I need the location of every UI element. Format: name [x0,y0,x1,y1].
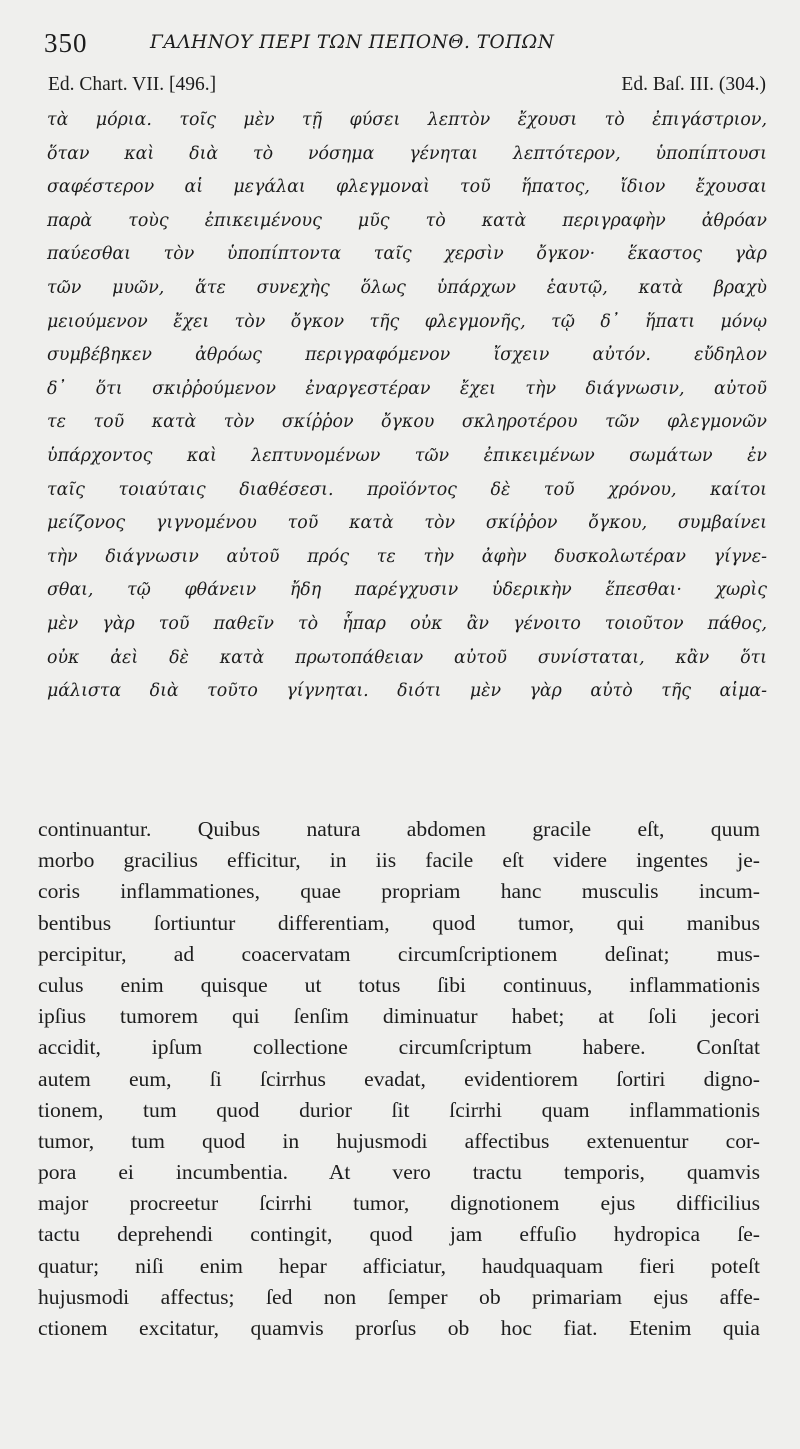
latin-text-block [38,814,760,1344]
latin-line-17: ctionem excitatur, quamvis prorſus ob hoc fiat. Etenim quia [38,1316,760,1340]
greek-line-16: μὲν γὰρ τοῦ παθεῖν τὸ ἧπαρ οὐκ ἂν γένοιτο τοιοῦτον πάθος, [47,613,767,634]
greek-line-10: τε τοῦ κατὰ τὸν σκίῤῥον ὄγκου σκληροτέρου τῶν φλεγμονῶν [47,412,767,433]
latin-line-8: accidit, ipſum collectione circumſcriptum habere. Conſtat [38,1035,760,1060]
greek-line-9: δ᾽ ὅτι σκιῤῥούμενον ἐναργεστέραν ἔχει τὴν διάγνωσιν, αὐτοῦ [47,378,767,399]
greek-line-13: μείζονος γιγνομένου τοῦ κατὰ τὸν σκίῤῥον ὄγκου, συμβαίνει [47,513,767,534]
latin-line-16: hujusmodi affectus; ſed non ſemper ob primariam ejus affe- [38,1284,760,1309]
latin-line-15: quatur; niſi enim hepar afficiatur, haudquaquam fieri poteſt [38,1253,760,1278]
greek-line-12: ταῖς τοιαύταις διαθέσεσι. προϊόντος δὲ τοῦ χρόνου, καίτοι [47,479,767,500]
latin-line-3: coris inflammationes, quae propriam hanc musculis incum- [38,879,760,904]
latin-line-5: percipitur, ad coacervatam circumſcriptionem deſinat; mus- [38,941,760,966]
latin-line-12: pora ei incumbentia. At vero tractu temporis, quamvis [38,1160,760,1185]
edition-reference-basel: Ed. Baſ. III. (304.) [621,74,766,95]
latin-line-13: major procreetur ſcirrhi tumor, dignotionem ejus difficilius [38,1191,760,1216]
latin-line-11: tumor, tum quod in hujusmodi affectibus extenuentur cor- [38,1128,760,1153]
greek-line-6: τῶν μυῶν, ἅτε συνεχὴς ὅλως ὑπάρχων ἑαυτῷ, κατὰ βραχὺ [47,277,767,298]
greek-line-8: συμβέβηκεν ἀθρόως περιγραφόμενον ἴσχειν αὐτόν. εὔδηλον [47,345,767,366]
latin-line-7: ipſius tumorem qui ſenſim diminuatur habet; at ſoli jecori [38,1004,760,1029]
running-title: ΓΑΛΗΝΟΥ ΠΕΡΙ ΤΩΝ ΠΕΠΟΝΘ. ΤΟΠΩΝ [150,32,555,53]
latin-line-6: culus enim quisque ut totus ſibi continuus, inflammationis [38,972,760,997]
greek-text-block [47,104,767,709]
latin-line-2: morbo gracilius efficitur, in iis facile eſt videre ingentes je- [38,848,760,873]
latin-line-14: tactu deprehendi contingit, quod jam effuſio hydropica ſe- [38,1222,760,1247]
greek-line-14: τὴν διάγνωσιν αὐτοῦ πρός τε τὴν ἀφὴν δυσκολωτέραν γίγνε- [47,546,767,567]
greek-line-5: παύεσθαι τὸν ὑποπίπτοντα ταῖς χερσὶν ὄγκον· ἕκαστος γὰρ [47,244,767,265]
greek-line-7: μειούμενον ἔχει τὸν ὄγκον τῆς φλεγμονῆς, τῷ δ᾽ ἥπατι μόνῳ [47,311,767,332]
greek-line-15: σθαι, τῷ φθάνειν ἤδη παρέγχυσιν ὑδερικὴν ἕπεσθαι· χωρὶς [47,580,767,601]
page-header [44,28,764,62]
edition-references [48,74,766,100]
greek-line-2: ὅταν καὶ διὰ τὸ νόσημα γένηται λεπτότερον, ὑποπίπτουσι [47,143,767,164]
latin-line-4: bentibus ſortiuntur differentiam, quod tumor, qui manibus [38,910,760,935]
greek-line-17: οὐκ ἀεὶ δὲ κατὰ πρωτοπάθειαν αὐτοῦ συνίσταται, κἂν ὅτι [47,647,767,668]
latin-line-1: continuantur. Quibus natura abdomen gracile eſt, quum [38,817,760,841]
greek-line-4: παρὰ τοὺς ἐπικειμένους μῦς τὸ κατὰ περιγραφὴν ἀθρόαν [47,210,767,231]
latin-line-10: tionem, tum quod durior ſit ſcirrhi quam inflammationis [38,1097,760,1122]
greek-line-11: ὑπάρχοντος καὶ λεπτυνομένων τῶν ἐπικειμένων σωμάτων ἐν [47,445,767,466]
latin-line-9: autem eum, ſi ſcirrhus evadat, evidentiorem ſortiri digno- [38,1066,760,1091]
edition-reference-chartier: Ed. Chart. VII. [496.] [48,74,217,95]
greek-line-3: σαφέστερον αἱ μεγάλαι φλεγμοναὶ τοῦ ἥπατος, ἴδιον ἔχουσαι [47,177,767,198]
greek-line-1: τὰ μόρια. τοῖς μὲν τῇ φύσει λεπτὸν ἔχουσι τὸ ἐπιγάστριον, [47,110,767,130]
page-number: 350 [44,28,88,58]
greek-line-18: μάλιστα διὰ τοῦτο γίγνηται. διότι μὲν γὰρ αὐτὸ τῆς αἱμα- [47,681,767,702]
